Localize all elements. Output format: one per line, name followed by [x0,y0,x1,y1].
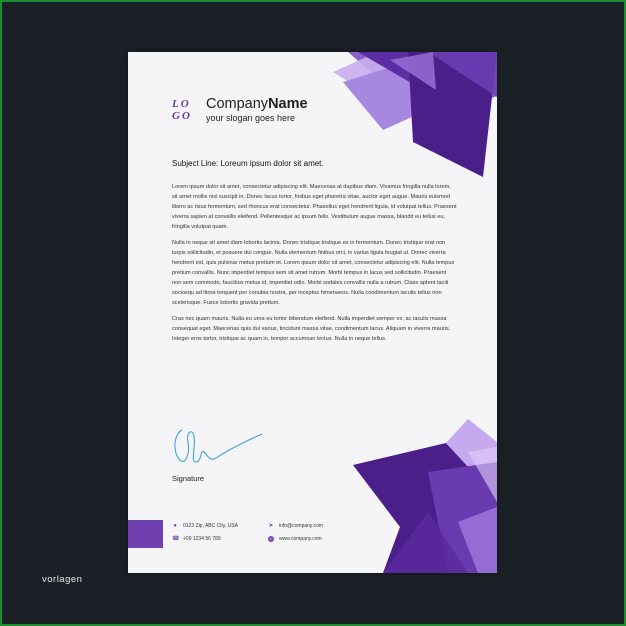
signature-label: Signature [172,474,205,483]
letterhead-page [128,52,497,573]
letter-body [172,182,457,350]
footer-accent-block [128,520,163,548]
body-paragraph-2: Nulla in neque sit amet diam lobortis lacinia. Donec tristique tristique ex in fermentum. Donec tristique erat non turpis sollicitudin, et posuere dui congue. Nulla elementum finibus orci, in varius ligula feugiat ut. Donec viverra hendrerit est, quis pulvinar metus pretium et. Lorem ipsum dolor sit amet, consectetur adipiscing elit. Nulla tempus pretium convallis. Nunc imperdiet tempus sem sit amet rutrum. Morbi tempus in lacus sed sollicitudin. Praesent non sem commodo, faucibus metus id, imperdiet odio. Morbi sodales convallis nulla a rutrum. Class aptent taciti sociosqu ad litora torquent per conubia nostra, per inceptos himenaeos. Nulla condimentum iaculis tellus non scelerisque. Fusce lobortis gravida pretium. [172,240,455,306]
company-slogan: your slogan goes here [206,113,296,123]
company-name-bold: Name [268,96,308,112]
signature-scribble [172,422,272,472]
contact-email [268,523,323,529]
watermark-caption: vorlagen [42,574,83,585]
phone-text: +00 1234 56 789 [183,536,221,542]
globe-icon: • [268,536,274,542]
company-name [206,96,308,112]
phone-icon: ☎ [172,536,180,542]
contact-phone [172,536,221,542]
subject-line: Subject Line: Loreum ipsum dolor sit amet. [172,159,324,168]
contact-website [268,536,322,542]
body-paragraph-3: Cras nec quam mauris. Nulla eu urna eu tortor bibendum eleifend. Nulla imperdiet semper ex, ac iaculis massa consequat eget. Maecenas quis dui varius, tincidunt massa vitae, condimentum lacus. Aliquam in viverra mauris. Integer eros tortor, tristique ac quam in, tempor accumsan lectus. Nulla in neque tellus. [172,316,451,342]
company-name-regular: Company [206,96,269,112]
location-pin-icon: ● [173,523,177,529]
contact-address [172,523,238,529]
website-text: www.company.com [279,536,322,542]
address-text: 0123 Zip, ABC City, USA [183,523,238,529]
send-icon: ➤ [268,523,274,529]
email-text: info@company.com [279,523,323,529]
logo-mark: LO GO [172,98,192,122]
body-paragraph-1: Lorem ipsum dolor sit amet, consectetur adipiscing elit. Maecenas at dapibus diam. Vivamus fringilla nulla lorem, sit amet mollis nisi suscipit in. Donec lacus tortor, finibus eget pharetra vitae, auctor eget augue. Mauris euismod libero ac risus fermentum, sed rhoncus erat consectetur. Phasellus eget hendrerit ligula, id volutpat tellus. Praesent viverra sapien at convallis eleifend. Pellentesque ac ipsum felis. Vestibulum augue massa, blandit eu tellus eu, fringilla volutpat quam. [172,184,457,230]
